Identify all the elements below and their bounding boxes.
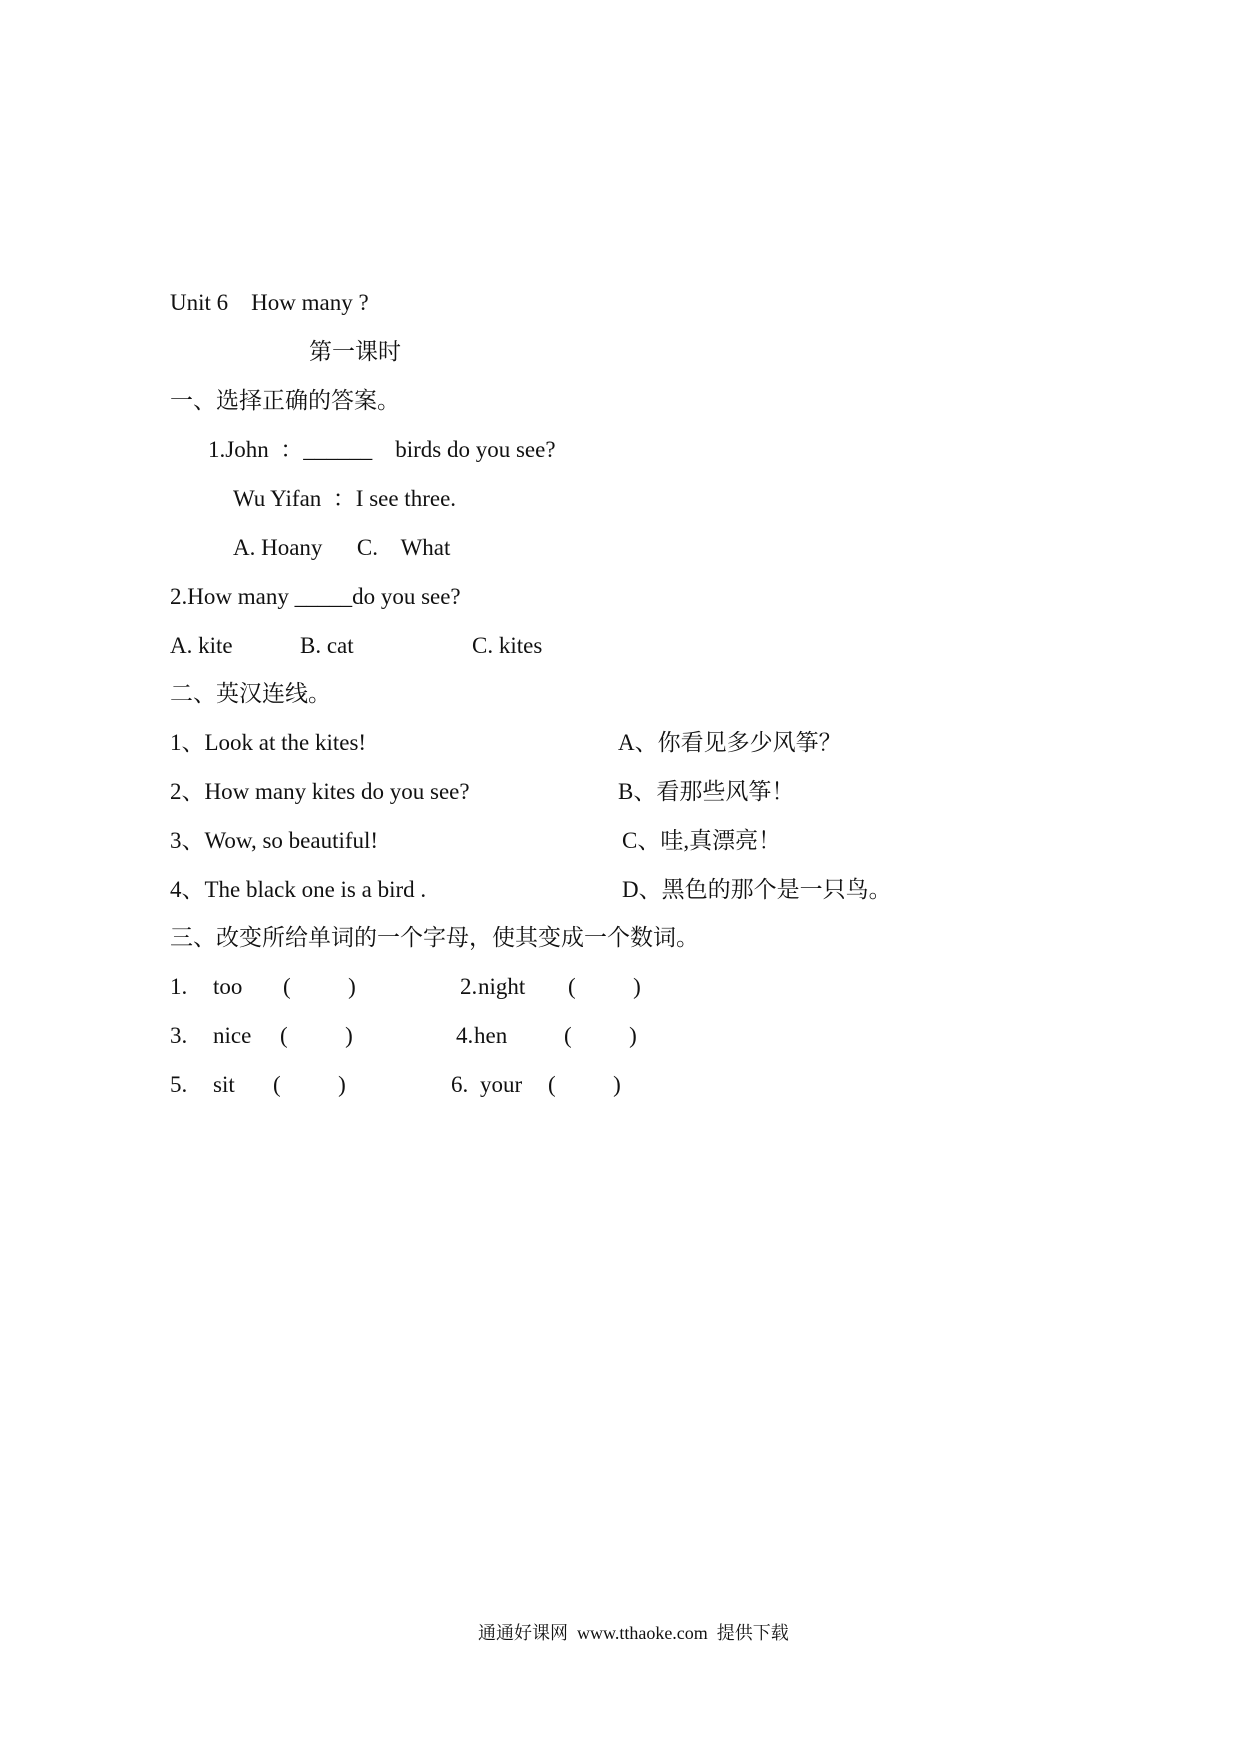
q1-dialogue: Wu Yifan ：I see three. <box>233 486 457 511</box>
answer-blank: ( ) <box>280 1023 353 1048</box>
exercise-number: 6. <box>451 1072 469 1097</box>
q2-question: 2.How many _____do you see? <box>170 584 461 609</box>
lesson-label: 第一课时 <box>309 339 401 364</box>
match-right-item: A、你看见多少风筝？ <box>618 730 842 755</box>
section-3-heading: 三、改变所给单词的一个字母，使其变成一个数词。 <box>170 925 699 950</box>
answer-blank: ( ) <box>548 1072 621 1097</box>
match-left-item: 1、Look at the kites! <box>170 730 367 755</box>
footer-credit: 通通好课网 www.tthaoke.com 提供下载 <box>478 1623 789 1643</box>
exercise-word: too <box>213 974 243 999</box>
exercise-word: hen <box>474 1023 508 1048</box>
match-left-item: 4、The black one is a bird . <box>170 877 427 902</box>
q2-option-c: C. kites <box>472 633 543 658</box>
exercise-word: sit <box>213 1072 235 1097</box>
q1-options: A. Hoany C. What <box>233 535 451 560</box>
exercise-number: 3. <box>170 1023 188 1048</box>
match-right-item: B、看那些风筝！ <box>618 779 795 804</box>
answer-blank: ( ) <box>564 1023 637 1048</box>
section-2-heading: 二、英汉连线。 <box>170 681 331 706</box>
exercise-number: 1. <box>170 974 188 999</box>
match-left-item: 3、Wow, so beautiful! <box>170 828 379 853</box>
answer-blank: ( ) <box>273 1072 346 1097</box>
answer-blank: ( ) <box>283 974 356 999</box>
exercise-word: your <box>480 1072 523 1097</box>
q1-question: 1.John ：______ birds do you see? <box>208 437 556 462</box>
q2-option-b: B. cat <box>300 633 354 658</box>
match-right-item: D、黑色的那个是一只鸟。 <box>622 877 892 902</box>
section-1-heading: 一、选择正确的答案。 <box>170 388 400 413</box>
exercise-number: 2. <box>460 974 478 999</box>
worksheet-title: Unit 6 How many ? <box>170 290 369 315</box>
exercise-word: night <box>478 974 526 999</box>
match-right-item: C、哇,真漂亮！ <box>622 828 782 853</box>
exercise-word: nice <box>213 1023 252 1048</box>
exercise-number: 5. <box>170 1072 188 1097</box>
exercise-number: 4. <box>456 1023 474 1048</box>
match-left-item: 2、How many kites do you see? <box>170 779 470 804</box>
answer-blank: ( ) <box>568 974 641 999</box>
q2-option-a: A. kite <box>170 633 233 658</box>
